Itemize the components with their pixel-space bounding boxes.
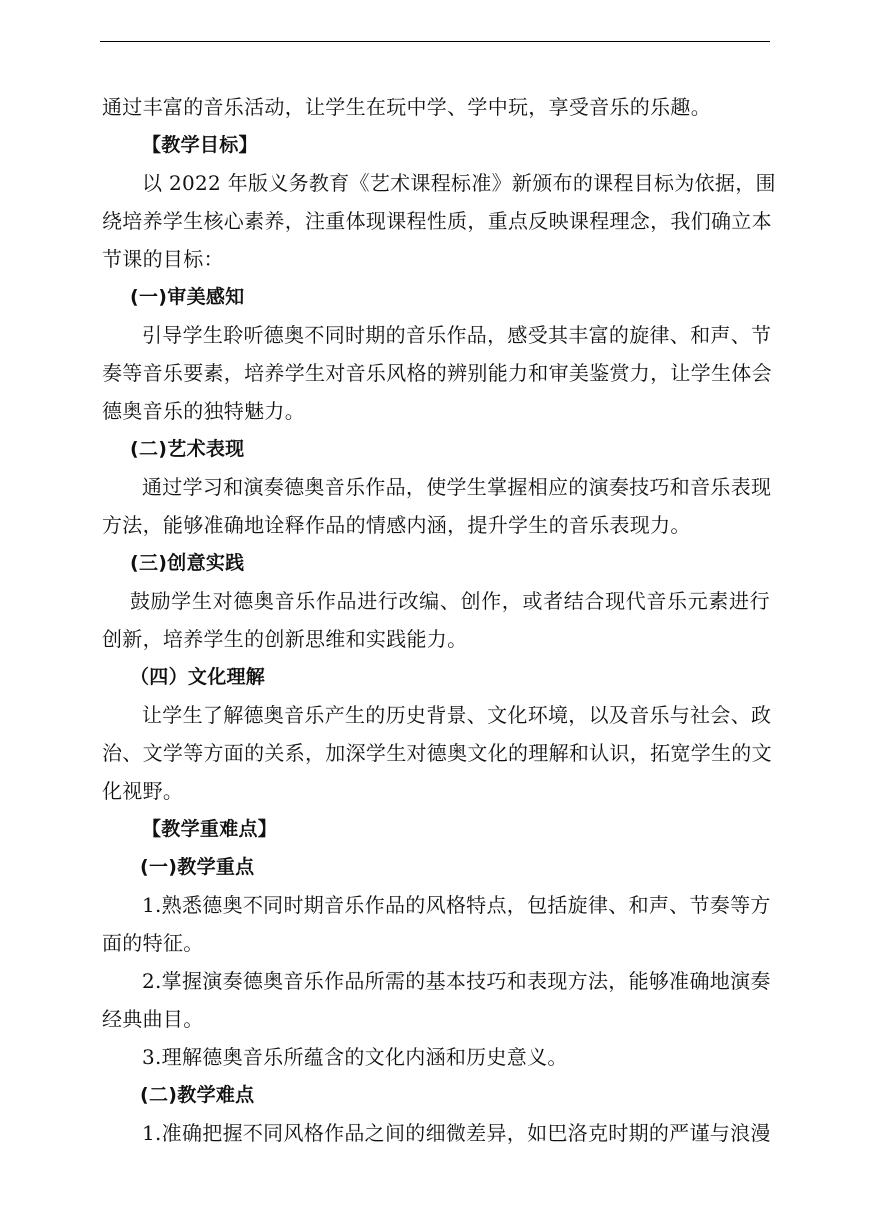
- subheading-difficult-points: (二)教学难点: [140, 1084, 255, 1106]
- subheading-cultural-understanding: （四）文化理解: [130, 666, 266, 688]
- subheading-aesthetic-perception: (一)审美感知: [130, 286, 245, 308]
- paragraph-line: 创新，培养学生的创新思维和实践能力。: [102, 627, 468, 651]
- paragraph-line: 面的特征。: [102, 931, 204, 955]
- paragraph-line: 方法，能够准确地诠释作品的情感内涵，提升学生的音乐表现力。: [102, 513, 691, 537]
- paragraph-line: 通过学习和演奏德奥音乐作品，使学生掌握相应的演奏技巧和音乐表现: [142, 475, 772, 499]
- section-heading-objectives: 【教学目标】: [142, 134, 258, 156]
- paragraph-line: 3.理解德奥音乐所蕴含的文化内涵和历史意义。: [142, 1045, 568, 1069]
- paragraph-line: 让学生了解德奥音乐产生的历史背景、文化环境，以及音乐与社会、政: [142, 703, 772, 727]
- subheading-creative-practice: (三)创意实践: [130, 552, 245, 574]
- paragraph-line: 鼓励学生对德奥音乐作品进行改编、创作，或者结合现代音乐元素进行: [130, 589, 770, 613]
- paragraph-line: 经典曲目。: [102, 1007, 204, 1031]
- section-heading-key-points: 【教学重难点】: [142, 818, 278, 840]
- paragraph-line: 奏等音乐要素，培养学生对音乐风格的辨别能力和审美鉴赏力，让学生体会: [102, 361, 772, 385]
- paragraph-line: 化视野。: [102, 779, 184, 803]
- paragraph-line: 德奥音乐的独特魅力。: [102, 399, 305, 423]
- paragraph-line: 通过丰富的音乐活动，让学生在玩中学、学中玩，享受音乐的乐趣。: [102, 95, 711, 119]
- paragraph-line: 节课的目标：: [102, 247, 224, 271]
- paragraph-line: 绕培养学生核心素养，注重体现课程性质，重点反映课程理念，我们确立本: [102, 209, 772, 233]
- paragraph-line: 1.熟悉德奥不同时期音乐作品的风格特点，包括旋律、和声、节奏等方: [142, 893, 771, 917]
- header-rule: [100, 41, 770, 42]
- paragraph-line: 引导学生聆听德奥不同时期的音乐作品，感受其丰富的旋律、和声、节: [142, 323, 772, 347]
- paragraph-line: 以 2022 年版义务教育《艺术课程标准》新颁布的课程目标为依据，围: [142, 171, 776, 195]
- subheading-key-points: (一)教学重点: [140, 856, 255, 878]
- paragraph-line: 2.掌握演奏德奥音乐作品所需的基本技巧和表现方法，能够准确地演奏: [142, 969, 771, 993]
- paragraph-line: 治、文学等方面的关系，加深学生对德奥文化的理解和认识，拓宽学生的文: [102, 741, 772, 765]
- document-body: [102, 88, 776, 1152]
- paragraph-line: 1.准确把握不同风格作品之间的细微差异，如巴洛克时期的严谨与浪漫: [142, 1121, 771, 1145]
- subheading-artistic-expression: (二)艺术表现: [130, 438, 245, 460]
